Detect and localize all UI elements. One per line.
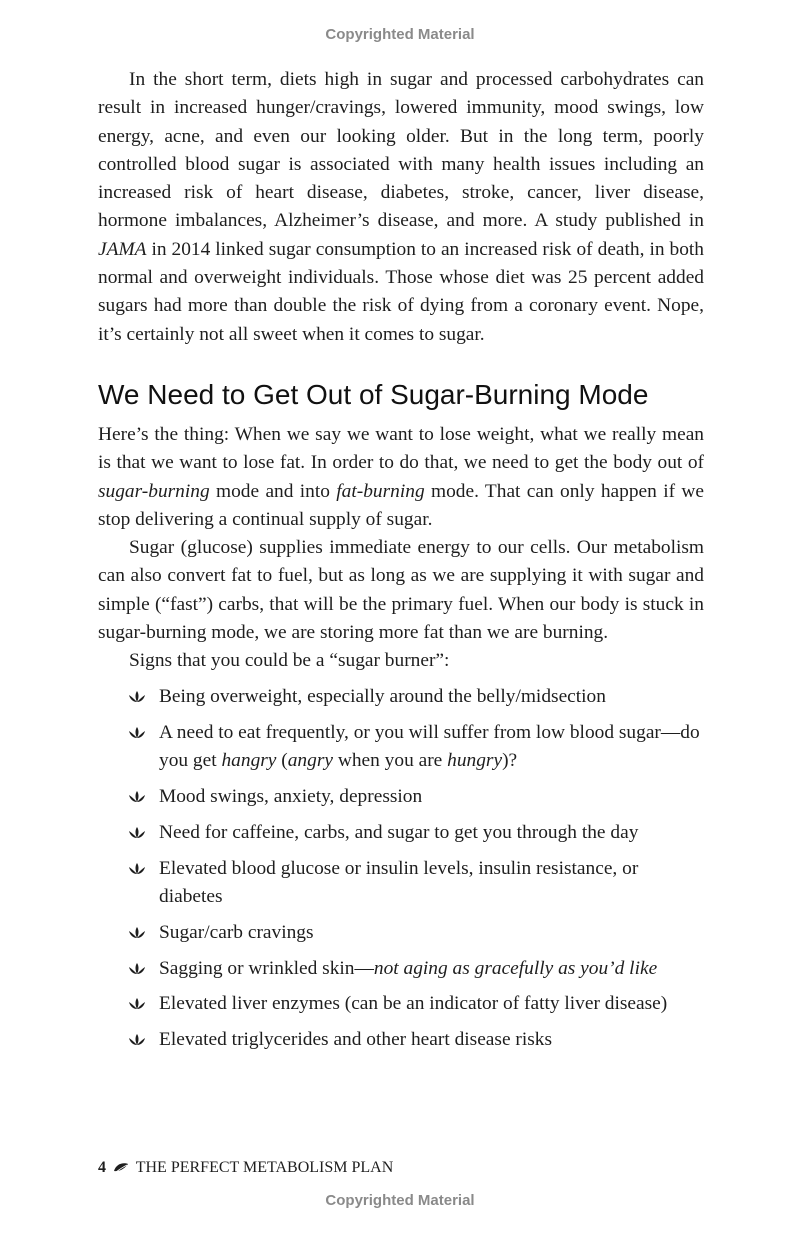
p2-text-3: mode. That can only happen if we stop delivering a continual supply of sugar. bbox=[98, 480, 704, 530]
lotus-leaf-icon bbox=[128, 962, 146, 976]
intro-paragraph bbox=[98, 66, 704, 349]
lotus-leaf-icon bbox=[128, 926, 146, 940]
list-item: Elevated blood glucose or insulin levels, insulin resistance, or diabetes bbox=[98, 855, 704, 912]
watermark-top: Copyrighted Material bbox=[325, 26, 475, 43]
list-item: Mood swings, anxiety, depression bbox=[98, 783, 704, 811]
list-item: Need for caffeine, carbs, and sugar to get you through the day bbox=[98, 819, 704, 847]
lotus-leaf-icon bbox=[128, 862, 146, 876]
book-title: THE PERFECT METABOLISM PLAN bbox=[135, 1159, 394, 1176]
list-item: Elevated triglycerides and other heart disease risks bbox=[98, 1026, 704, 1054]
intro-text-2: in 2014 linked sugar consumption to an increased risk of death, in both normal and overweight individuals. Those whose diet was 25 percent added sugars had more than double the risk of dying from a coronary event. Nope, it’s certainly not all sweet when it comes to sugar. bbox=[98, 238, 704, 345]
lotus-leaf-icon bbox=[128, 1033, 146, 1047]
list-item: Being overweight, especially around the belly/midsection bbox=[98, 683, 704, 711]
leaf-icon bbox=[113, 1162, 129, 1173]
page-number: 4 bbox=[98, 1159, 106, 1176]
p2-text-1: Here’s the thing: When we say we want to lose weight, what we really mean is that we want to lose fat. In order to do that, we need to get the body out of bbox=[98, 423, 704, 474]
list-intro: Signs that you could be a “sugar burner”: bbox=[129, 650, 450, 672]
p2-italic-1: sugar-burning bbox=[98, 480, 210, 502]
lotus-leaf-icon bbox=[128, 690, 146, 704]
page-body bbox=[98, 66, 704, 1062]
lotus-leaf-icon bbox=[128, 826, 146, 840]
intro-text-1: In the short term, diets high in sugar and processed carbohydrates can result in increased hunger/cravings, lowered immunity, mood swings, low energy, acne, and even our looking older. But in the long term, poorly controlled blood sugar is associated with many health issues including an increased risk of heart disease, diabetes, stroke, cancer, liver disease, hormone imbalances, Alzheimer’s disease, and more. A study published in bbox=[98, 69, 704, 232]
paragraph-3: Sugar (glucose) supplies immediate energy to our cells. Our metabolism can also convert fat to fuel, but as long as we are supplying it with sugar and simple (“fast”) carbs, that will be the primary fuel. When our body is stuck in sugar-burning mode, we are storing more fat than we are burning. bbox=[98, 537, 704, 644]
list-item: Sugar/carb cravings bbox=[98, 919, 704, 947]
journal-name: JAMA bbox=[98, 238, 147, 260]
lotus-leaf-icon bbox=[128, 790, 146, 804]
signs-list bbox=[98, 683, 704, 1055]
watermark-bottom: Copyrighted Material bbox=[325, 1192, 475, 1209]
p2-text-2: mode and into bbox=[209, 480, 337, 502]
list-item: Elevated liver enzymes (can be an indicator of fatty liver disease) bbox=[98, 990, 704, 1018]
list-item: Sagging or wrinkled skin—not aging as gracefully as you’d like bbox=[98, 955, 704, 983]
lotus-leaf-icon bbox=[128, 997, 146, 1011]
list-item: A need to eat frequently, or you will suffer from low blood sugar—do you get hangry (angry when you are hungry)? bbox=[98, 719, 704, 776]
section-heading: We Need to Get Out of Sugar-Burning Mode bbox=[98, 378, 649, 410]
lotus-leaf-icon bbox=[128, 726, 146, 740]
p2-italic-2: fat-burning bbox=[336, 480, 425, 502]
page-footer bbox=[98, 1159, 393, 1177]
paragraph-2 bbox=[98, 421, 704, 534]
